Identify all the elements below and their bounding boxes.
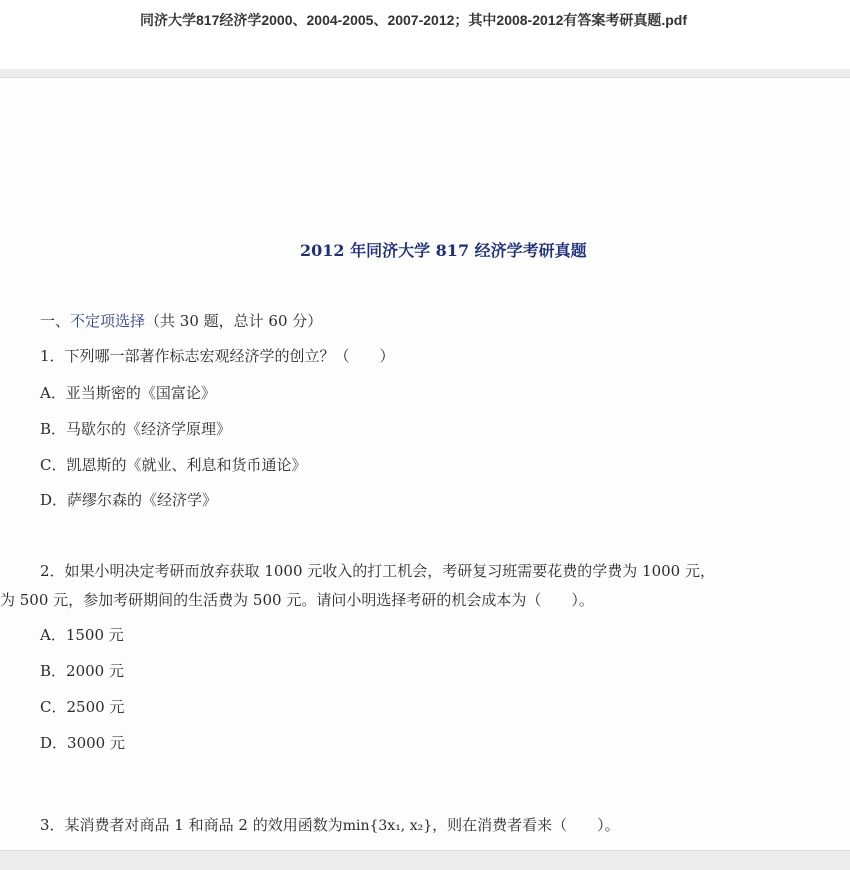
- question-1-option-d: D．萨缪尔森的《经济学》: [40, 491, 218, 509]
- document-title: 2012 年同济大学 817 经济学考研真题: [300, 241, 587, 260]
- utility-formula: min{3x₁, x₂}: [342, 818, 433, 834]
- question-1-option-c: C．凯恩斯的《就业、利息和货币通论》: [40, 456, 307, 474]
- question-2-option-d: D．3000 元: [40, 734, 125, 752]
- question-1-option-a: A．亚当斯密的《国富论》: [40, 384, 216, 402]
- viewer-divider-bottom: [0, 850, 850, 870]
- question-1-stem: 1．下列哪一部著作标志宏观经济学的创立？（ ）: [40, 347, 395, 365]
- viewer-divider-top: [0, 69, 850, 78]
- question-2-option-c: C．2500 元: [40, 698, 125, 716]
- section-number: 一、: [40, 312, 71, 330]
- question-2-option-b: B．2000 元: [40, 662, 124, 680]
- section-label: 不定项选择: [70, 312, 146, 330]
- question-2-stem-line-1: 2．如果小明决定考研而放弃获取 1000 元收入的打工机会，考研复习班需要花费的学费为 1000 元，: [40, 562, 715, 580]
- question-2-option-a: A．1500 元: [40, 626, 124, 644]
- section-heading: [40, 310, 322, 331]
- question-3-text-after: ，则在消费者看来（ ）。: [432, 816, 620, 834]
- section-info: （共 30 题，总计 60 分）: [145, 312, 323, 330]
- question-1-option-b: B．马歇尔的《经济学原理》: [40, 420, 232, 438]
- pdf-file-title: 同济大学817经济学2000、2004-2005、2007-2012；其中2008-2012有答案考研真题.pdf: [140, 12, 688, 28]
- question-3-text-before: 3．某消费者对商品 1 和商品 2 的效用函数为: [40, 816, 343, 834]
- question-2-stem-line-2: 为 500 元，参加考研期间的生活费为 500 元。请问小明选择考研的机会成本为（ ）。: [0, 591, 594, 609]
- pdf-page[interactable]: [0, 78, 850, 850]
- question-3-stem: [40, 814, 620, 835]
